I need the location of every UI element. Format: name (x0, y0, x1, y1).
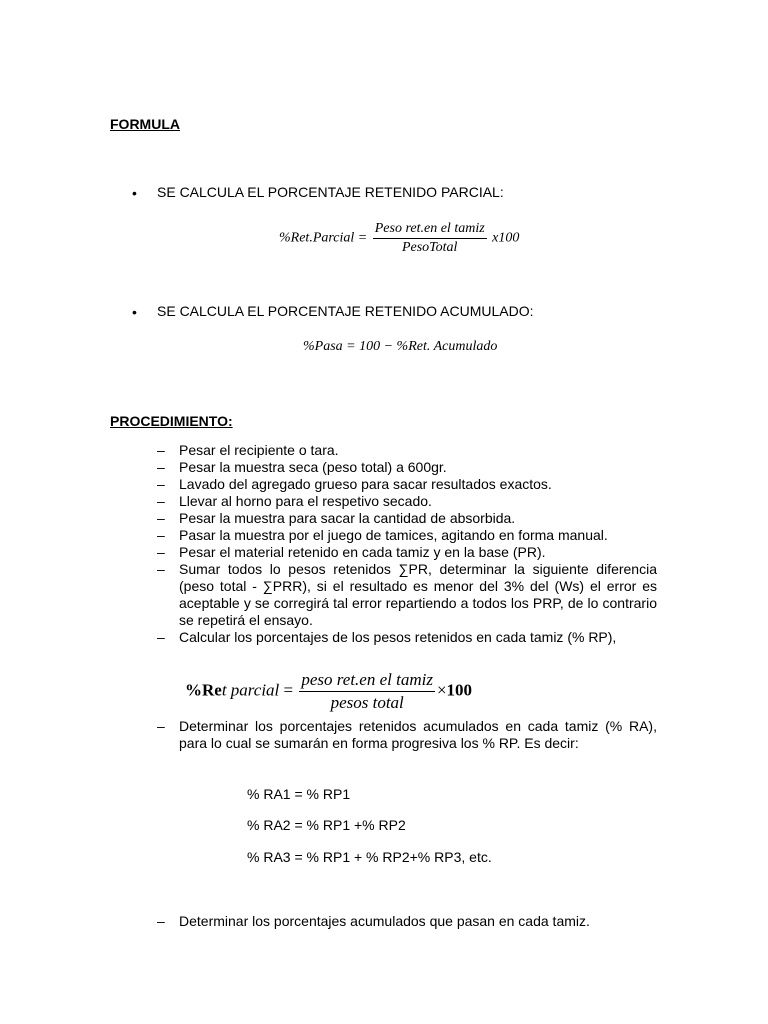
list-item: – Pesar la muestra seca (peso total) a 600gr. (157, 459, 447, 475)
formula-heading: FORMULA (110, 116, 180, 132)
list-item: – Pasar la muestra por el juego de tamices, agitando en forma manual. (157, 527, 608, 543)
list-item: – Pesar el material retenido en cada tamiz y en la base (PR). (157, 544, 546, 560)
equation-ra1: % RA1 = % RP1 (247, 786, 351, 802)
list-item: – Pesar el recipiente o tara. (157, 442, 339, 458)
formula-ret-parcial-pesos (185, 670, 472, 713)
formula3-lhs-bold: %Re (185, 680, 222, 700)
bullet-dot: • (132, 304, 137, 320)
formula-pasa: %Pasa = 100 − %Ret. Acumulado (303, 339, 498, 354)
formula-denominator: PesoTotal (401, 240, 458, 255)
formula-ret-parcial (279, 221, 519, 256)
equation-ra3: % RA3 = % RP1 + % RP2+% RP3, etc. (247, 849, 492, 865)
list-item: – Pesar la muestra para sacar la cantidad de absorbida. (157, 510, 516, 526)
formula3-fraction (299, 670, 435, 713)
procedure-list-last (157, 913, 657, 930)
list-item: – Determinar los porcentajes acumulados que pasan en cada tamiz. (157, 913, 590, 929)
list-item: – Calcular los porcentajes de los pesos retenidos en cada tamiz (% RP), (157, 629, 617, 645)
formula3-equals: = (283, 680, 294, 700)
bullet-text-parcial: SE CALCULA EL PORCENTAJE RETENIDO PARCIAL: (157, 184, 504, 200)
formula3-denominator: pesos total (330, 693, 404, 712)
formula-numerator: Peso ret.en el tamiz (373, 221, 487, 239)
procedure-list-ra (157, 718, 657, 752)
formula3-numerator: peso ret.en el tamiz (299, 670, 435, 692)
formula3-lhs-italic: t parcial (221, 680, 280, 700)
procedure-list (157, 442, 657, 646)
procedure-heading: PROCEDIMIENTO: (110, 413, 233, 429)
bullet-text-acumulado: SE CALCULA EL PORCENTAJE RETENIDO ACUMULADO: (157, 303, 534, 319)
list-item: – Llevar al horno para el respetivo secado. (157, 493, 432, 509)
list-item: – Sumar todos lo pesos retenidos ∑PR, determinar la siguiente diferencia (peso total - ∑PRR), si el resultado es menor del 3% del (Ws) el error es aceptable y se corregirá tal error repartiendo a todos los PRP, de lo contrario se repetirá el ensayo. (157, 561, 657, 628)
list-item: – Determinar los porcentajes retenidos acumulados en cada tamiz (% RA), para lo cual se sumarán en forma progresiva los % RP. Es decir: (157, 718, 657, 751)
list-item: – Lavado del agregado grueso para sacar resultados exactos. (157, 476, 552, 492)
equation-ra2: % RA2 = % RP1 +% RP2 (247, 817, 406, 833)
formula3-times: × (436, 680, 447, 700)
formula-suffix: x100 (492, 230, 520, 246)
formula-lhs: %Ret.Parcial = (279, 230, 368, 246)
formula3-hundred: 100 (446, 680, 473, 700)
formula-fraction (373, 221, 487, 256)
bullet-dot: • (132, 185, 137, 201)
